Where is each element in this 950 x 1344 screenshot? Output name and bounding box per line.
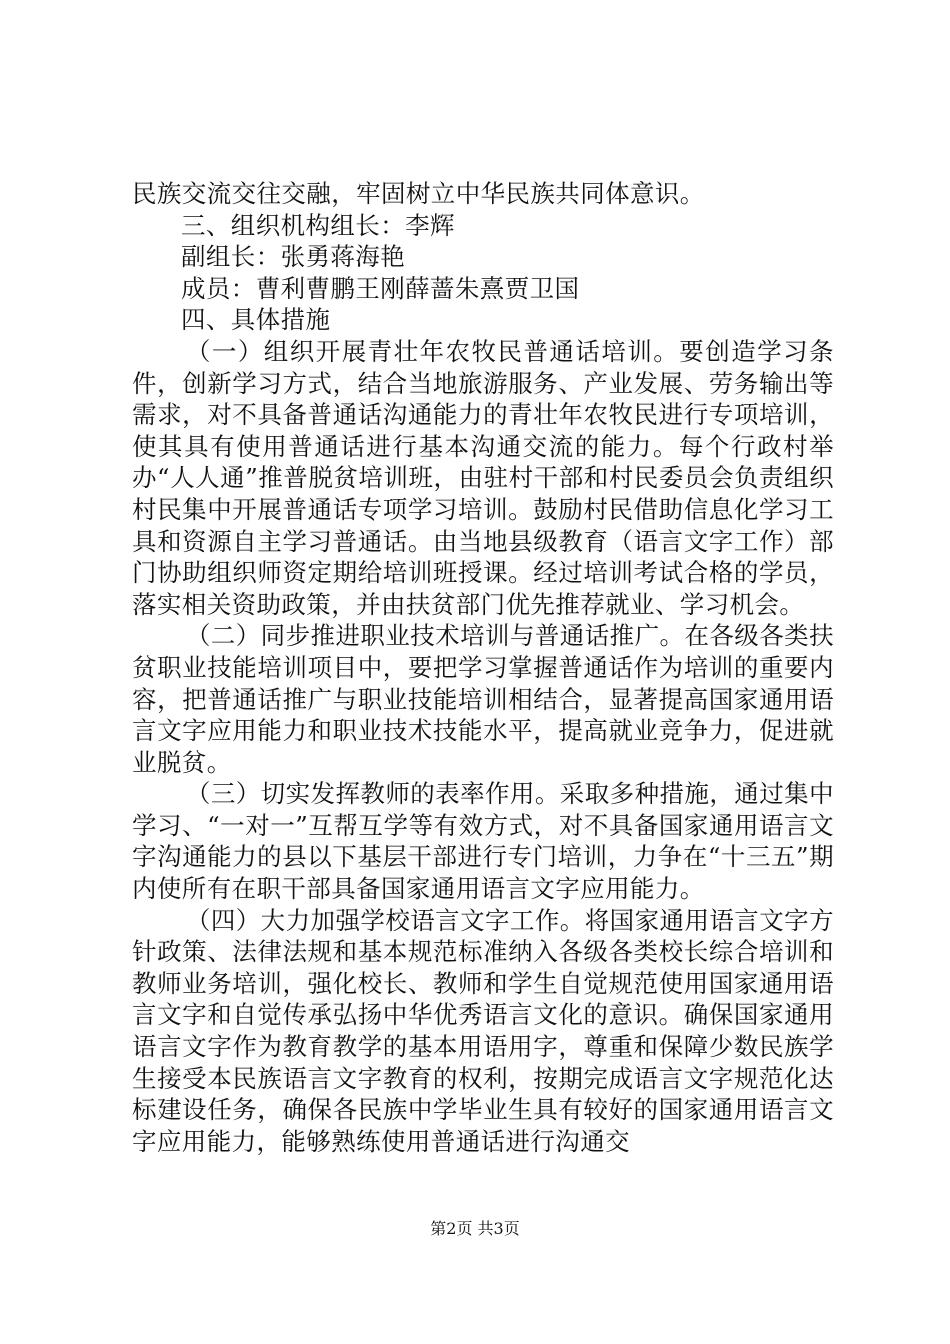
- measure-1: （一）组织开展青壮年农牧民普通话培训。要创造学习条件，创新学习方式，结合当地旅游服务、产业发展、劳务输出等需求，对不具备普通话沟通能力的青壮年农牧民进行专项培训，使其具有使用普通话进行基本沟通交流的能力。每个行政村举办“人人通”推普脱贫培训班，由驻村干部和村民委员会负责组织村民集中开展普通话专项学习培训。鼓励村民借助信息化学习工具和资源自主学习普通话。由当地县级教育（语言文字工作）部门协助组织师资定期给培训班授课。经过培训考试合格的学员，落实相关资助政策，并由扶贫部门优先推荐就业、学习机会。: [132, 336, 834, 619]
- document-body: [132, 178, 834, 1157]
- deputy-leaders: 副组长：张勇蒋海艳: [181, 242, 406, 272]
- measure-4: （四）大力加强学校语言文字工作。将国家通用语言文字方针政策、法律法规和基本规范标准纳入各级各类校长综合培训和教师业务培训，强化校长、教师和学生自觉规范使用国家通用语言文字和自觉传承弘扬中华优秀语言文化的意识。确保国家通用语言文字作为教育教学的基本用语用字，尊重和保障少数民族学生接受本民族语言文字教育的权利，按期完成语言文字规范化达标建设任务，确保各民族中学毕业生具有较好的国家通用语言文字应用能力，能够熟练使用普通话进行沟通交: [132, 905, 834, 1156]
- members: 成员：曹利曹鹏王刚薛蔷朱熹贾卫国: [181, 273, 580, 303]
- heading-measures: 四、具体措施: [181, 305, 331, 335]
- paragraph-continuation: 民族交流交往交融，牢固树立中华民族共同体意识。: [132, 179, 705, 208]
- page-footer: 第2页 共3页: [430, 1219, 520, 1238]
- measure-3: （三）切实发挥教师的表率作用。采取多种措施，通过集中学习、“一对一”互帮互学等有效方式，对不具备国家通用语言文字沟通能力的县以下基层干部进行专门培训，力争在“十三五”期内使所有在职干部具备国家通用语言文字应用能力。: [132, 779, 834, 904]
- measure-2: （二）同步推进职业技术培训与普通话推广。在各级各类扶贫职业技能培训项目中，要把学习掌握普通话作为培训的重要内容，把普通话推广与职业技能培训相结合，显著提高国家通用语言文字应用能力和职业技术技能水平，提高就业竞争力，促进就业脱贫。: [132, 621, 834, 777]
- heading-organization: 三、组织机构组长：李辉: [181, 210, 455, 240]
